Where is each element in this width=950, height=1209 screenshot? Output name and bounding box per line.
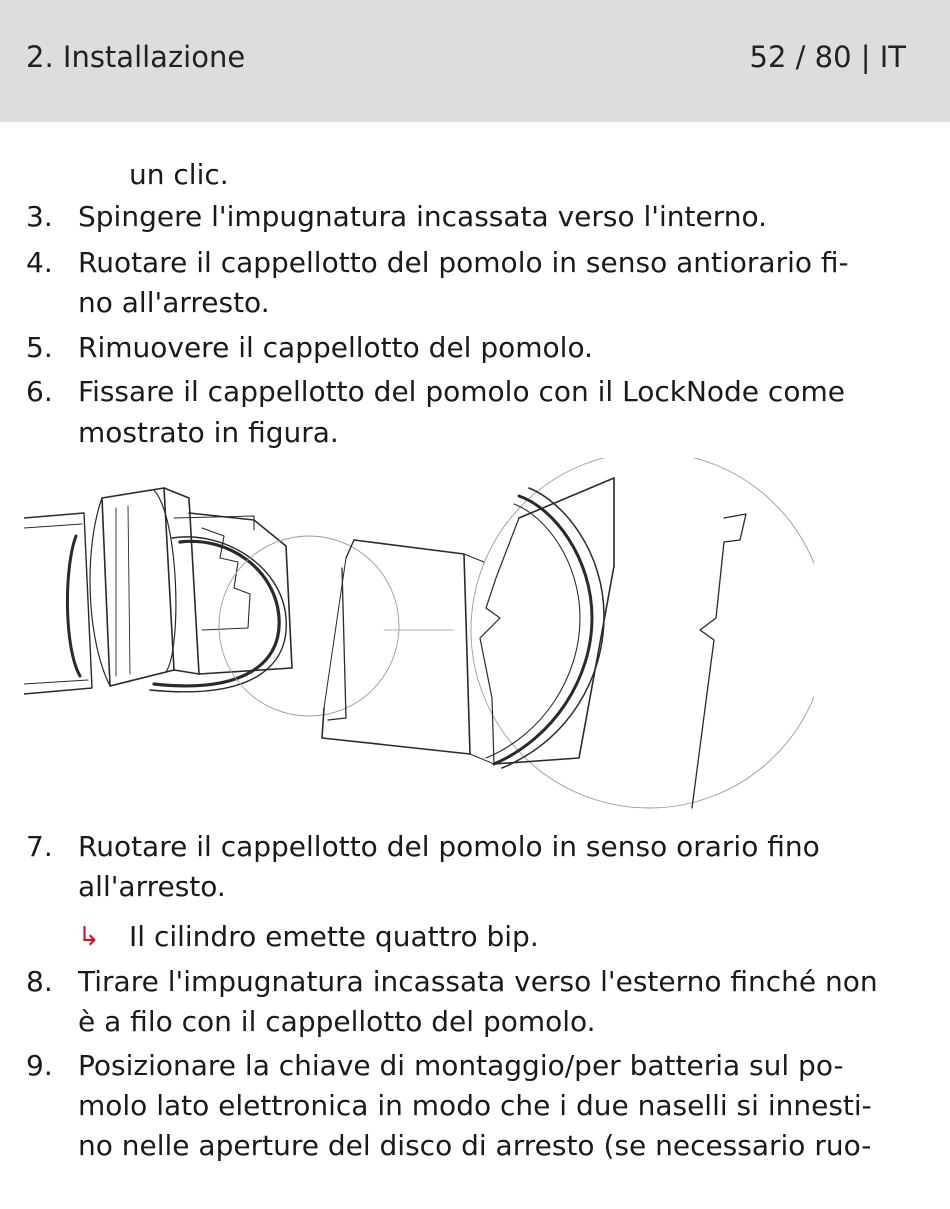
- step-text: Spingere l'impugnatura incassata verso l'interno.: [78, 200, 768, 233]
- step-text: Tirare l'impugnatura incassata verso l'esterno finché non: [78, 965, 878, 998]
- step-number: 4.: [26, 246, 53, 279]
- step-text: mostrato in figura.: [78, 416, 339, 449]
- section-title: 2. Installazione: [26, 40, 246, 74]
- step-text: Ruotare il cappellotto del pomolo in senso antiorario fi-: [78, 246, 849, 279]
- step-text: no all'arresto.: [78, 286, 270, 319]
- continuation-text: un clic.: [129, 158, 229, 191]
- result-arrow-icon: ↳: [78, 922, 100, 952]
- step-result-text: Il cilindro emette quattro bip.: [129, 920, 539, 953]
- step-text: Posizionare la chiave di montaggio/per batteria sul po-: [78, 1049, 844, 1082]
- step-text: all'arresto.: [78, 870, 226, 903]
- step-number: 9.: [26, 1049, 53, 1082]
- step-text: molo lato elettronica in modo che i due naselli si innesti-: [78, 1089, 872, 1122]
- step-number: 7.: [26, 830, 53, 863]
- step-number: 3.: [26, 200, 53, 233]
- page-header: [0, 0, 950, 122]
- step-text: Ruotare il cappellotto del pomolo in senso orario fino: [78, 830, 820, 863]
- locknode-knob-cap-illustration: [24, 458, 814, 828]
- step-text: Fissare il cappellotto del pomolo con il LockNode come: [78, 375, 845, 408]
- step-number: 5.: [26, 331, 53, 364]
- step-number: 8.: [26, 965, 53, 998]
- step-text: Rimuovere il cappellotto del pomolo.: [78, 331, 593, 364]
- page-number: 52 / 80 | IT: [749, 40, 906, 74]
- step-text: no nelle aperture del disco di arresto (se necessario ruo-: [78, 1129, 872, 1162]
- step-text: è a filo con il cappellotto del pomolo.: [78, 1005, 596, 1038]
- step-number: 6.: [26, 375, 53, 408]
